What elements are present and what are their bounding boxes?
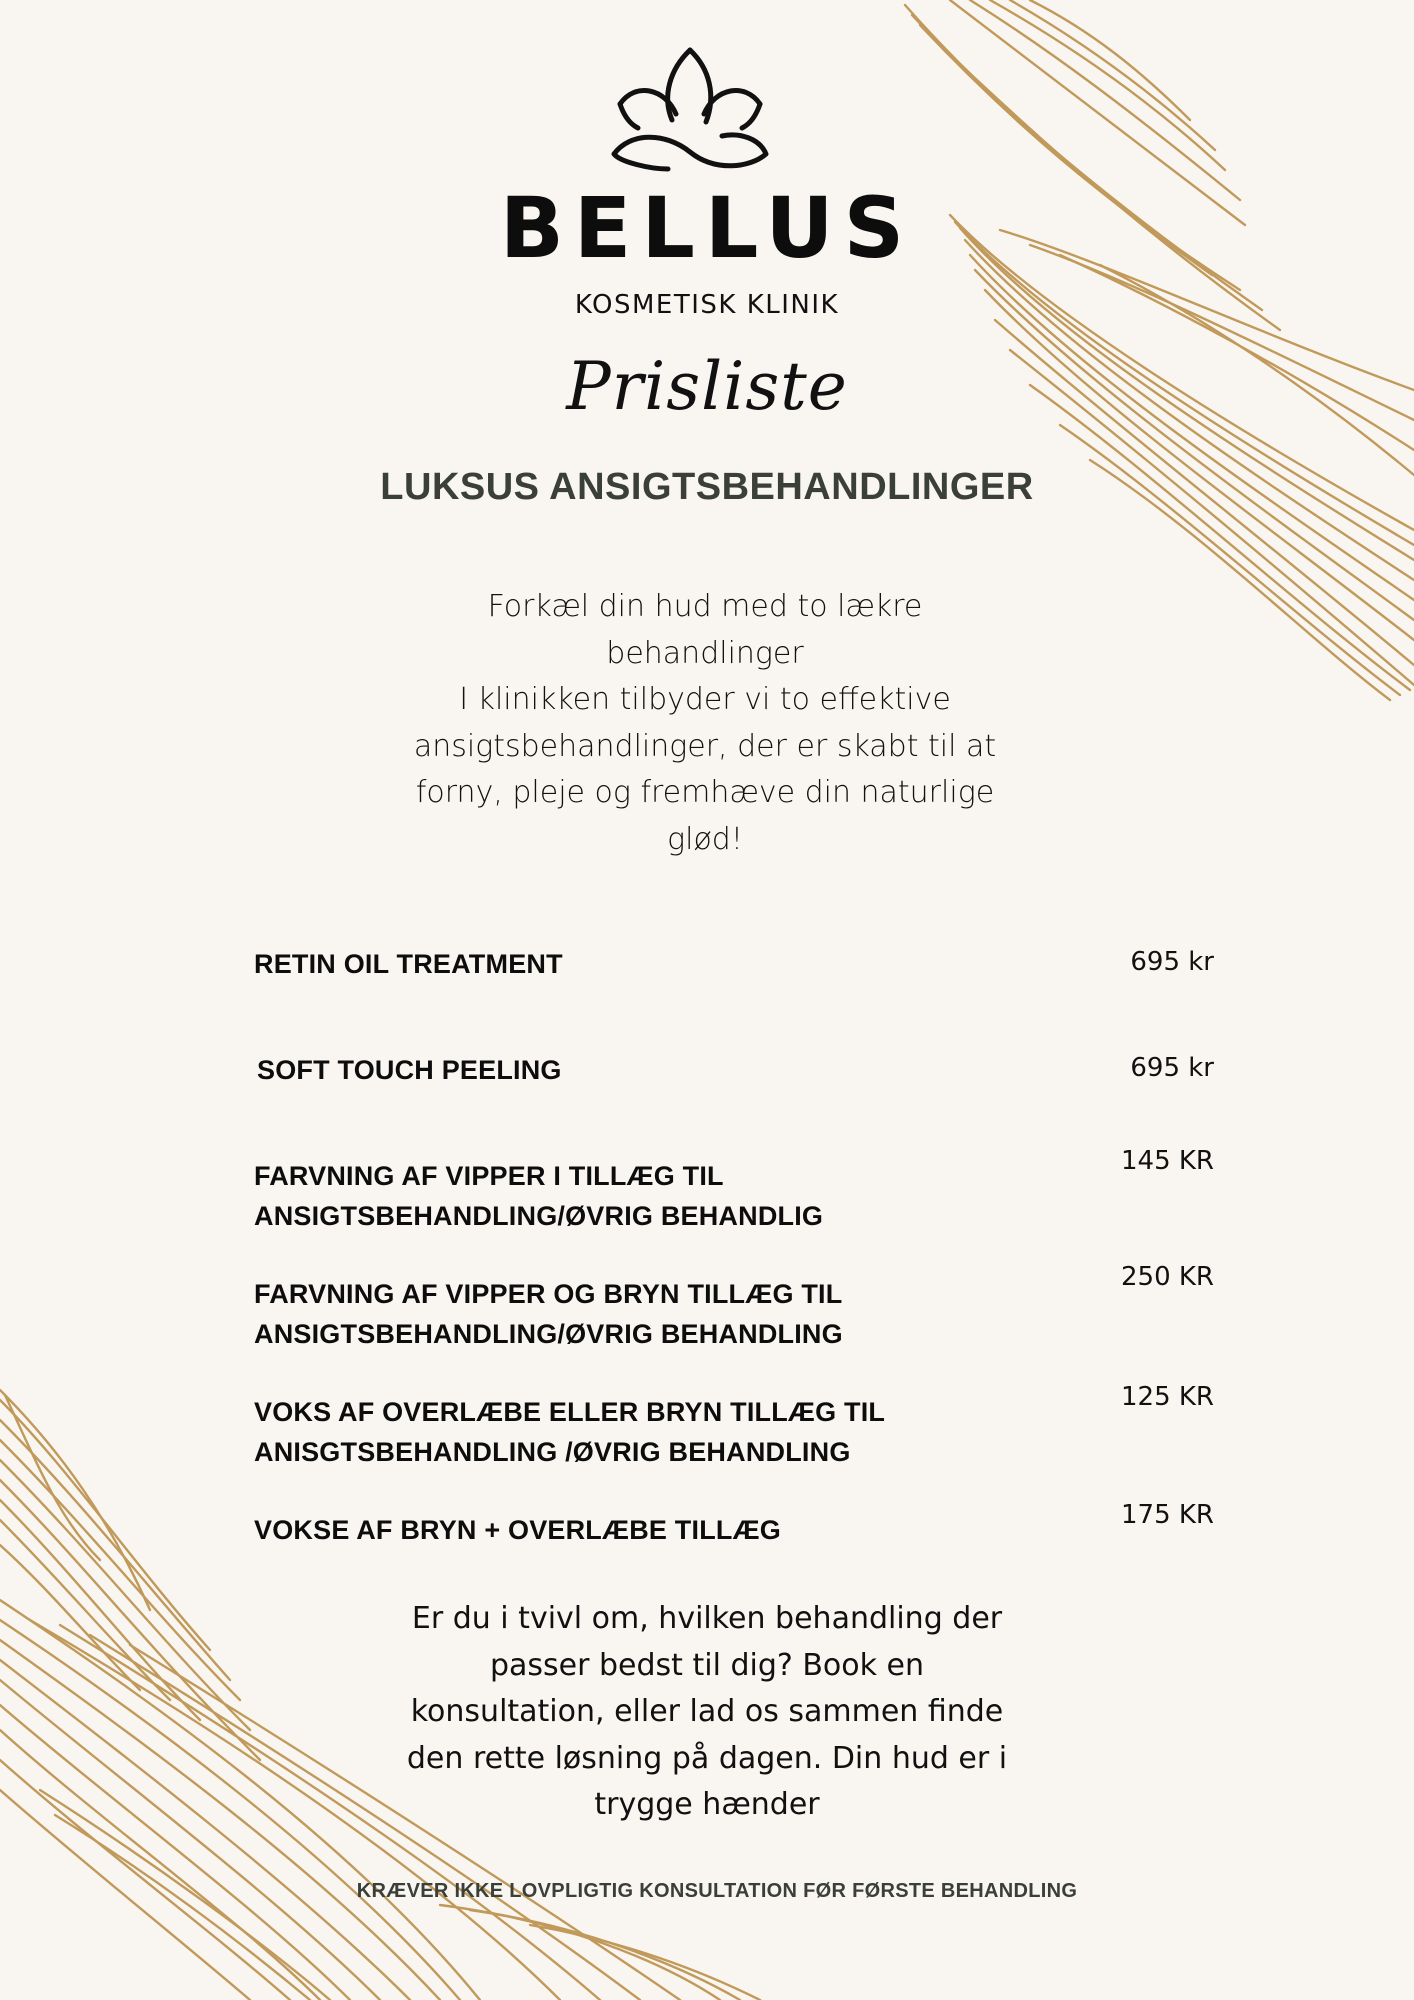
treatment-name — [254, 944, 994, 984]
intro-line: I klinikken tilbyder vi to effektive — [459, 682, 951, 717]
outro-line: passer bedst til dig? Book en — [489, 1647, 924, 1683]
outro-line: konsultation, eller lad os sammen finde — [410, 1694, 1004, 1729]
treatment-price: 695 kr — [1130, 947, 1214, 977]
brand-subtitle: KOSMETISK KLINIK — [574, 290, 840, 320]
treatment-price: 175 KR — [1120, 1500, 1214, 1530]
treatment-name-line: SOFT TOUCH PEELING — [257, 1055, 562, 1085]
lotus-flower-icon — [610, 44, 770, 180]
page-title: Prisliste — [566, 348, 848, 425]
treatment-name-line: RETIN OIL TREATMENT — [254, 949, 563, 979]
treatment-name — [254, 1392, 994, 1472]
treatment-name — [254, 1156, 994, 1236]
treatment-name-line: VOKS AF OVERLÆBE ELLER BRYN TILLÆG TIL — [254, 1397, 886, 1427]
treatment-price: 125 KR — [1120, 1382, 1214, 1412]
top-right-swoosh-upper — [905, 0, 1280, 330]
intro-line: forny, pleje og fremhæve din naturlige — [415, 775, 995, 810]
outro-paragraph — [350, 1596, 1064, 1829]
treatment-name-line: ANSIGTSBEHANDLING/ØVRIG BEHANDLING — [254, 1319, 843, 1349]
outro-line: trygge hænder — [594, 1787, 820, 1822]
treatment-name — [254, 1510, 994, 1550]
treatment-name-line: ANISGTSBEHANDLING /ØVRIG BEHANDLING — [254, 1437, 851, 1467]
treatment-price: 250 KR — [1120, 1262, 1214, 1292]
intro-line: glød! — [667, 821, 743, 857]
intro-line: behandlinger — [606, 635, 804, 671]
footer-note: KRÆVER IKKE LOVPLIGTIG KONSULTATION FØR FØRSTE BEHANDLING — [356, 1880, 1078, 1902]
intro-line: Forkæl din hud med to lækre — [487, 589, 923, 624]
section-title: LUKSUS ANSIGTSBEHANDLINGER — [380, 466, 1034, 508]
outro-line: den rette løsning på dagen. Din hud er i — [406, 1740, 1008, 1776]
treatment-name-line: FARVNING AF VIPPER OG BRYN TILLÆG TIL — [254, 1279, 843, 1309]
treatment-price: 145 KR — [1120, 1146, 1214, 1176]
treatment-price: 695 kr — [1130, 1053, 1214, 1083]
brand-name: BELLUS — [499, 179, 915, 277]
bottom-left-swoosh-upper — [0, 1390, 260, 1760]
treatment-name — [257, 1050, 997, 1090]
treatment-name-line: ANSIGTSBEHANDLING/ØVRIG BEHANDLIG — [254, 1201, 824, 1231]
treatment-name-line: FARVNING AF VIPPER I TILLÆG TIL — [254, 1161, 724, 1191]
treatment-name-line: VOKSE AF BRYN + OVERLÆBE TILLÆG — [254, 1515, 781, 1545]
treatment-name — [254, 1274, 994, 1354]
intro-line: ansigtsbehandlinger, der er skabt til at — [413, 728, 997, 764]
intro-paragraph — [360, 584, 1050, 863]
outro-line: Er du i tvivl om, hvilken behandling der — [411, 1601, 1003, 1636]
